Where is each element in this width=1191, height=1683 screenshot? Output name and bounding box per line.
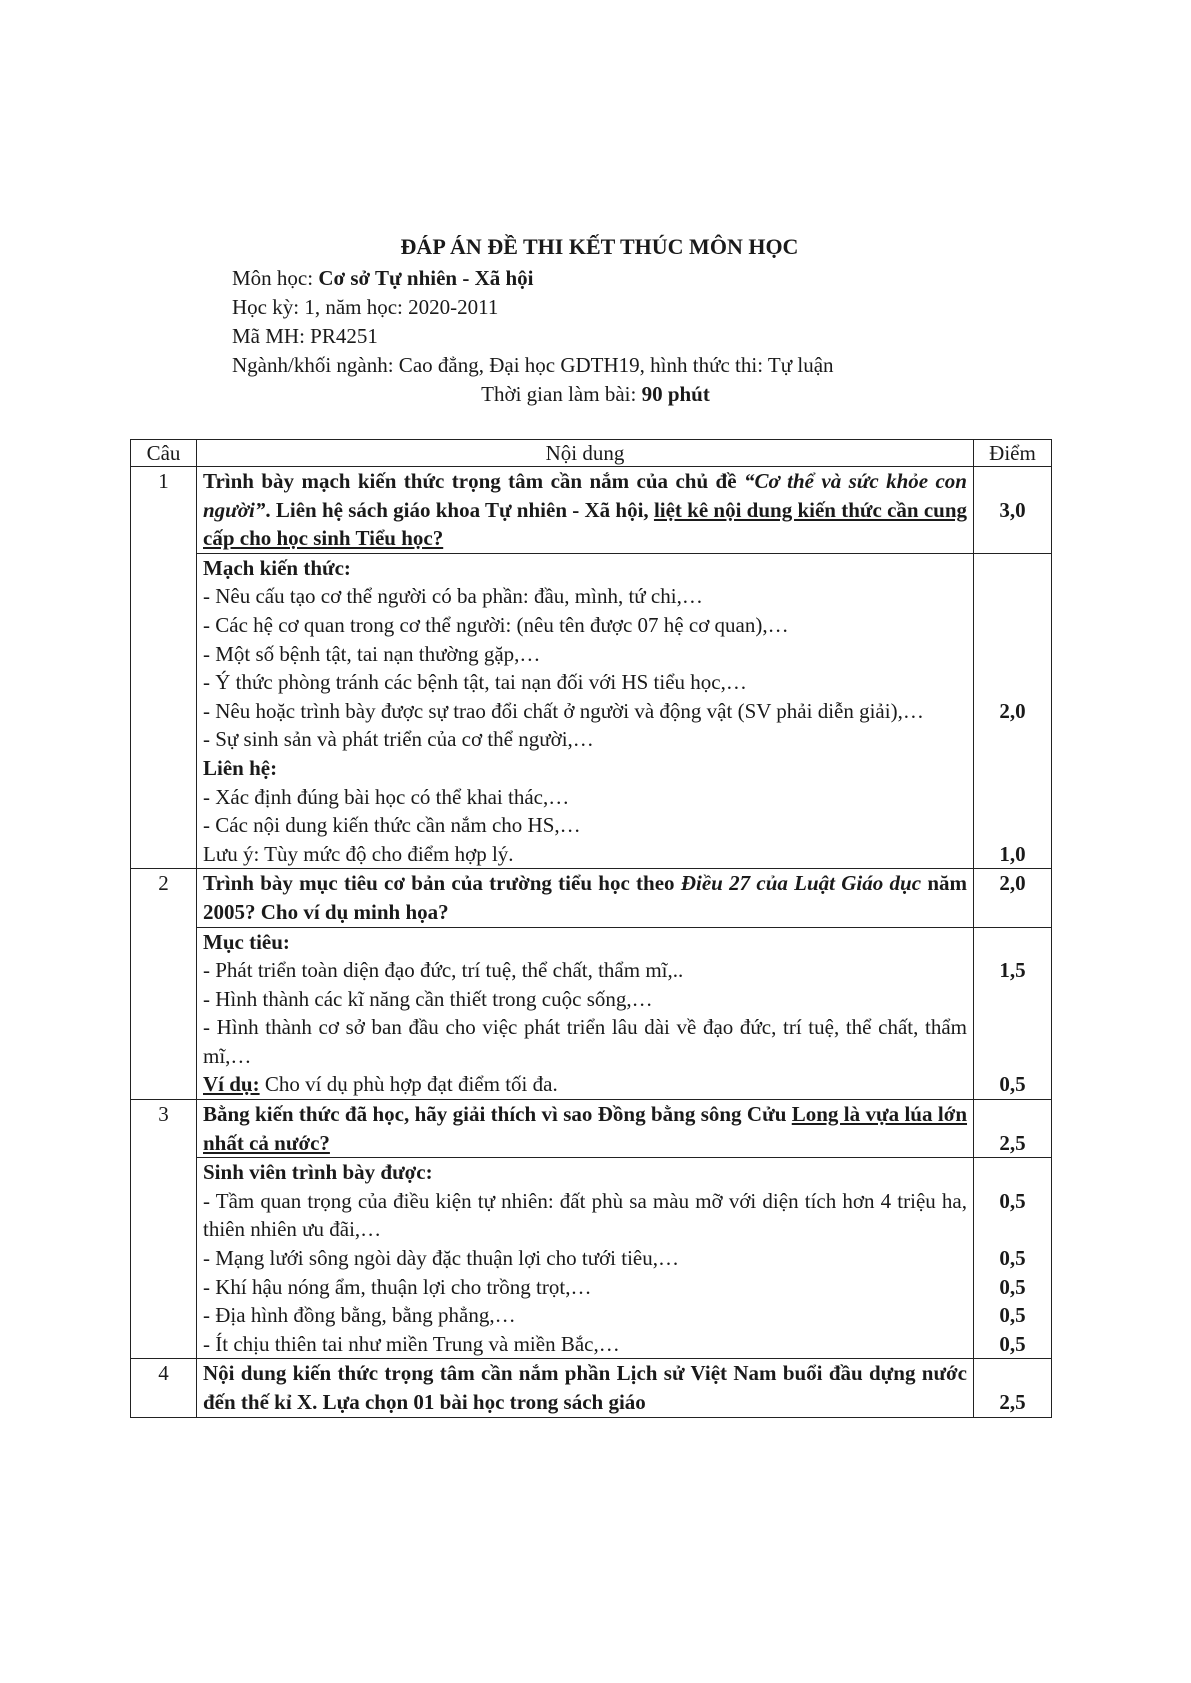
score-value: 2,0 xyxy=(999,871,1026,896)
q2-question-row xyxy=(131,869,1052,927)
q1-question-text-3: liệt kê nội dung kiến thức cần cung cấp cho học sinh Tiểu học? xyxy=(203,497,968,551)
list-item: - Ít chịu thiên tai như miền Trung và miền Bắc,… xyxy=(203,1331,620,1356)
list-item: - Phát triển toàn diện đạo đức, trí tuệ, thể chất, thẩm mĩ,.. xyxy=(203,958,684,983)
q2-law-reference: Điều 27 của Luật Giáo dục xyxy=(680,871,922,896)
list-item: - Một số bệnh tật, tai nạn thường gặp,… xyxy=(203,641,541,666)
header-score: Điểm xyxy=(974,440,1052,467)
list-item: - Hình thành các kĩ năng cần thiết trong cuộc sống,… xyxy=(203,986,653,1011)
q3-answer-row xyxy=(131,1158,1052,1359)
q2-question-text-2: năm 2005? Cho ví dụ minh họa? xyxy=(203,871,967,924)
q2-answer-row xyxy=(131,927,1052,1100)
header-question: Câu xyxy=(131,440,197,467)
header-content: Nội dung xyxy=(197,440,974,467)
q1-question-row xyxy=(131,467,1052,554)
list-item: - Xác định đúng bài học có thể khai thác,… xyxy=(203,784,570,809)
q3-heading: Sinh viên trình bày được: xyxy=(203,1160,433,1185)
score-value: 3,0 xyxy=(999,497,1026,522)
q3-score-3: 0,5 xyxy=(999,1274,1026,1299)
q4-number: 4 xyxy=(131,1359,197,1417)
table-header-row xyxy=(131,440,1052,467)
score-value: 2,5 xyxy=(999,1390,1026,1414)
q1-heading-knowledge: Mạch kiến thức: xyxy=(203,555,351,580)
list-item: - Mạng lưới sông ngòi dày đặc thuận lợi cho tưới tiêu,… xyxy=(203,1246,680,1271)
list-item: - Ý thức phòng tránh các bệnh tật, tai nạn đối với HS tiểu học,… xyxy=(203,670,747,695)
duration-label: Thời gian làm bài: xyxy=(481,382,642,406)
q3-answer xyxy=(197,1158,974,1359)
course-code-line: Mã MH: PR4251 xyxy=(232,324,378,348)
q2-question xyxy=(197,869,974,927)
list-item: - Nêu cấu tạo cơ thể người có ba phần: đầu, mình, tứ chi,… xyxy=(203,584,703,609)
q2-answer-scores xyxy=(974,927,1052,1100)
q2-example-label: Ví dụ: xyxy=(203,1072,260,1097)
list-item: - Các hệ cơ quan trong cơ thể người: (nêu tên được 07 hệ cơ quan),… xyxy=(203,612,789,637)
q1-question-text-2: . Liên hệ sách giáo khoa Tự nhiên - Xã hội, xyxy=(265,497,654,522)
q2-example xyxy=(203,1070,967,1099)
q2-question-text: Trình bày mục tiêu cơ bản của trường tiểu học theo xyxy=(203,871,681,896)
score-value: 2,5 xyxy=(999,1130,1026,1155)
q2-heading-goals: Mục tiêu: xyxy=(203,929,290,954)
q4-question-row xyxy=(131,1359,1052,1417)
q3-question-score xyxy=(974,1100,1052,1158)
q3-question-text: Bằng kiến thức đã học, hãy giải thích vì sao Đồng bằng sông Cửu xyxy=(203,1102,792,1127)
subject-line xyxy=(232,266,534,291)
subject-value: Cơ sở Tự nhiên - Xã hội xyxy=(318,266,534,290)
q3-score-1: 0,5 xyxy=(999,1188,1026,1213)
q3-question-row xyxy=(131,1100,1052,1158)
q3-score-2: 0,5 xyxy=(999,1246,1026,1271)
q1-answer-row xyxy=(131,553,1052,869)
q3-score-5: 0,5 xyxy=(999,1331,1026,1356)
q1-number: 1 xyxy=(131,467,197,869)
q1-answer xyxy=(197,553,974,869)
q2-score-example: 0,5 xyxy=(999,1072,1026,1097)
q3-answer-scores xyxy=(974,1158,1052,1359)
q2-answer xyxy=(197,927,974,1100)
subject-label: Môn học: xyxy=(232,266,319,290)
q1-question-score xyxy=(974,467,1052,554)
major-line: Ngành/khối ngành: Cao đẳng, Đại học GDTH19, hình thức thi: Tự luận xyxy=(232,353,834,377)
q4-question: Nội dung kiến thức trọng tâm cần nắm phần Lịch sử Việt Nam buổi đầu dựng nước đến thế kỉ X. Lựa chọn 01 bài học trong sách giáo xyxy=(197,1359,974,1417)
q1-question-text: Trình bày mạch kiến thức trọng tâm cần nắm của chủ đề xyxy=(203,469,744,493)
q3-question xyxy=(197,1100,974,1158)
q2-number: 2 xyxy=(131,869,197,1100)
q1-score-knowledge: 2,0 xyxy=(999,698,1026,723)
list-item: - Nêu hoặc trình bày được sự trao đổi chất ở người và động vật (SV phải diễn giải),… xyxy=(203,698,924,723)
q1-topic: “Cơ thể và sức khỏe con người” xyxy=(203,469,967,522)
q3-question-text-2: Long là vựa lúa lớn nhất cả nước? xyxy=(203,1102,968,1155)
list-item: - Sự sinh sản và phát triển của cơ thể người,… xyxy=(203,727,594,752)
q2-example-text: Cho ví dụ phù hợp đạt điểm tối đa. xyxy=(259,1072,558,1097)
duration-line xyxy=(0,382,1191,407)
q3-score-4: 0,5 xyxy=(999,1303,1026,1328)
list-item: - Các nội dung kiến thức cần nắm cho HS,… xyxy=(203,813,581,838)
list-item: - Địa hình đồng bằng, bằng phẳng,… xyxy=(203,1303,516,1328)
q1-score-relation: 1,0 xyxy=(999,841,1026,866)
q2-question-score xyxy=(974,869,1052,927)
q2-score-goals: 1,5 xyxy=(999,958,1026,983)
q3-number: 3 xyxy=(131,1100,197,1359)
duration-value: 90 phút xyxy=(641,382,710,406)
semester-line: Học kỳ: 1, năm học: 2020-2011 xyxy=(232,295,499,319)
q1-question xyxy=(197,467,974,554)
list-item: - Tầm quan trọng của điều kiện tự nhiên: đất phù sa màu mỡ với diện tích hơn 4 triệu ha, thiên nhiên ưu đãi,… xyxy=(203,1188,967,1242)
q1-note: Lưu ý: Tùy mức độ cho điểm hợp lý. xyxy=(203,841,514,866)
q1-heading-relation: Liên hệ: xyxy=(203,755,278,780)
list-item: - Khí hậu nóng ẩm, thuận lợi cho trồng trọt,… xyxy=(203,1274,592,1299)
q1-answer-scores xyxy=(974,553,1052,869)
exam-answer-title: ĐÁP ÁN ĐỀ THI KẾT THÚC MÔN HỌC xyxy=(400,234,799,259)
list-item: - Hình thành cơ sở ban đầu cho việc phát triển lâu dài về đạo đức, trí tuệ, thể chất, thẩm mĩ,… xyxy=(203,1015,967,1068)
q4-question-score xyxy=(974,1359,1052,1417)
answer-table xyxy=(130,439,1052,1418)
